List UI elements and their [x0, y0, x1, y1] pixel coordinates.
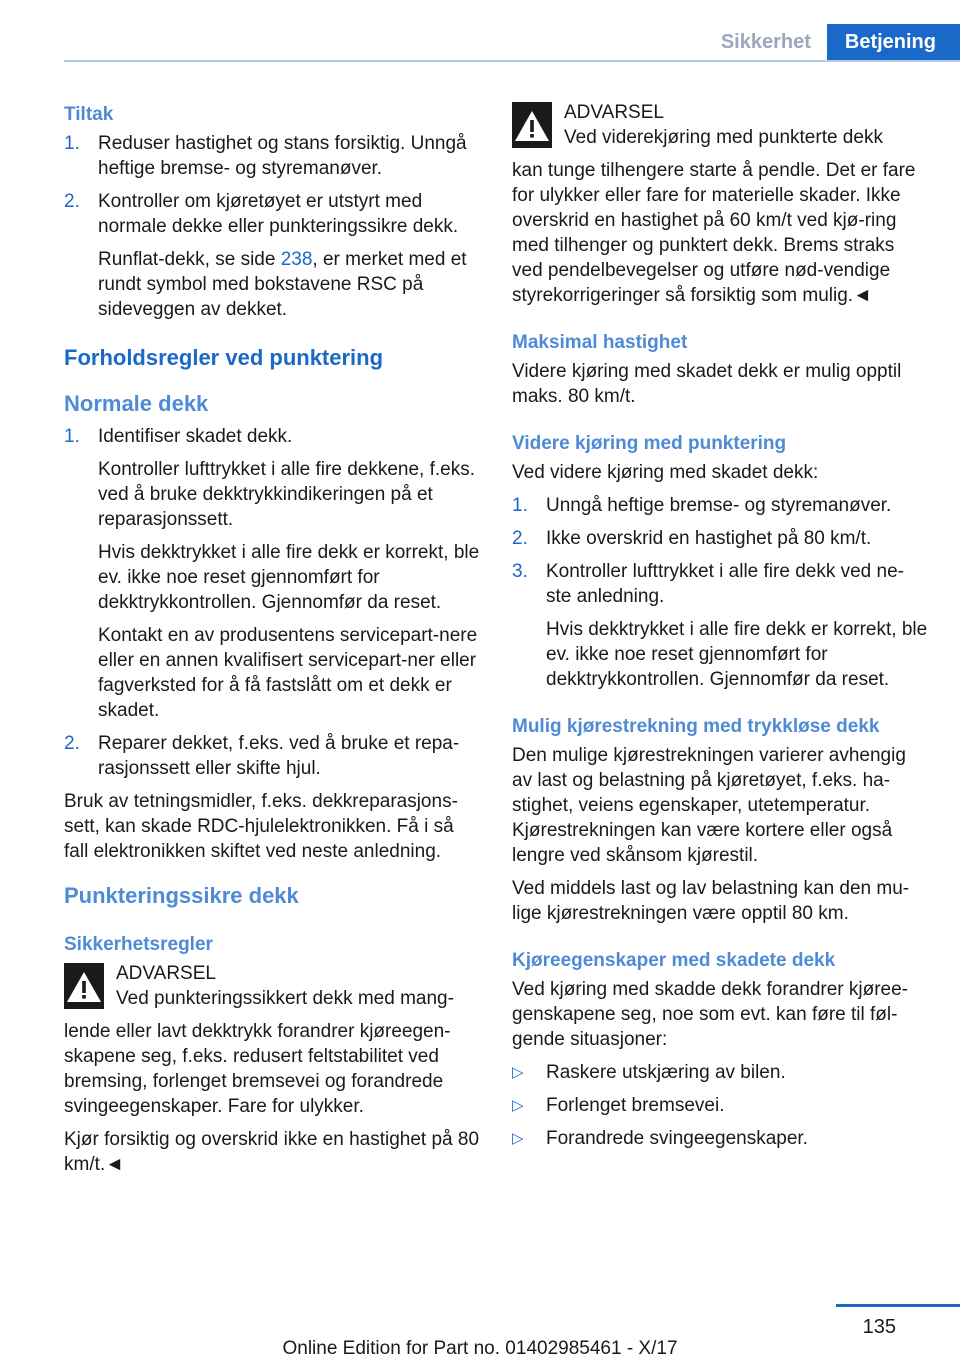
- list-text: Reparer dekket, f.eks. ved å bruke et repa-rasjonssett eller skifte hjul.: [98, 733, 460, 779]
- header-rule: [64, 60, 960, 62]
- warning-title: ADVARSEL: [116, 963, 216, 984]
- list-subtext: Hvis dekktrykket i alle fire dekk er korrekt, ble ev. ikke noe reset gjennomført for dekktrykkontrollen. Gjennomfør da reset.: [98, 542, 480, 613]
- videre-intro-text: Ved videre kjøring med skadet dekk:: [512, 462, 819, 483]
- normale-list: [64, 424, 480, 781]
- list-item: [512, 559, 928, 692]
- list-text: Raskere utskjæring av bilen.: [546, 1062, 786, 1083]
- videre-list: [512, 493, 928, 692]
- right-column: [512, 100, 928, 1159]
- warning-triangle-icon: [512, 102, 552, 148]
- list-number: 1.: [64, 426, 80, 447]
- tetningsmidler-text: Bruk av tetningsmidler, f.eks. dekkreparasjons-sett, kan skade RDC-hjulelektronikken. Få i så fall elektronikken skiftet ved neste anledning.: [64, 791, 458, 862]
- heading-mulig-kjorestrekning: Mulig kjørestrekning med trykkløse dekk: [512, 716, 880, 737]
- list-number: 3.: [512, 561, 528, 582]
- left-column: [64, 100, 480, 1185]
- page-number-rule: [836, 1304, 960, 1307]
- page-number: 135: [862, 1316, 896, 1338]
- triangle-bullet-icon: ▷: [512, 1130, 524, 1147]
- page-reference-link[interactable]: 238: [280, 249, 313, 270]
- list-subtext: Kontroller lufttrykket i alle fire dekkene, f.eks. ved å bruke dekktrykkindikeringen på et reparasjonssett.: [98, 459, 475, 530]
- heading-kjoreegenskaper: Kjøreegenskaper med skadete dekk: [512, 950, 836, 971]
- list-number: 2.: [512, 528, 528, 549]
- maksimal-hastighet-text: Videre kjøring med skadet dekk er mulig opptil maks. 80 km/t.: [512, 361, 902, 407]
- warning-box: [512, 100, 928, 150]
- triangle-bullet-icon: ▷: [512, 1097, 524, 1114]
- list-item: [64, 131, 480, 181]
- heading-punkteringssikre: Punkteringssikre dekk: [64, 883, 299, 908]
- list-subtext: Hvis dekktrykket i alle fire dekk er korrekt, ble ev. ikke noe reset gjennomført for dekktrykkontrollen. Gjennomfør da reset.: [546, 619, 928, 690]
- heading-forholdsregler: Forholdsregler ved punktering: [64, 345, 384, 370]
- list-item: [512, 493, 928, 518]
- list-text: Kontroller lufttrykket i alle fire dekk ved ne-ste anledning.: [546, 561, 904, 607]
- subtext-part: Runflat-dekk, se side: [98, 249, 281, 270]
- tab-sikkerhet[interactable]: Sikkerhet: [705, 24, 827, 61]
- list-text: Forandrede svingeegenskaper.: [546, 1128, 808, 1149]
- edition-footer: Online Edition for Part no. 01402985461 - X/17: [282, 1338, 678, 1359]
- list-text: Ikke overskrid en hastighet på 80 km/t.: [546, 528, 872, 549]
- list-text: Forlenget bremsevei.: [546, 1095, 725, 1116]
- list-text: Reduser hastighet og stans forsiktig. Unngå heftige bremse- og styremanøver.: [98, 133, 467, 179]
- list-number: 1.: [64, 133, 80, 154]
- list-item: [512, 1060, 928, 1085]
- list-number: 1.: [512, 495, 528, 516]
- list-subtext: Kontakt en av produsentens servicepart-nere eller en annen kvalifisert servicepart-ner eller fagverksted for å få fastslått om et dekk er skadet.: [98, 625, 478, 721]
- heading-maksimal-hastighet: Maksimal hastighet: [512, 332, 688, 353]
- list-item: [64, 424, 480, 723]
- list-item: [64, 731, 480, 781]
- mulig-text-2: Ved middels last og lav belastning kan den mu-lige kjørestrekningen være opptil 80 km.: [512, 878, 910, 924]
- kjoreegenskaper-list: [512, 1060, 928, 1151]
- header-tabs: [705, 24, 960, 61]
- list-item: [512, 1126, 928, 1151]
- triangle-bullet-icon: ▷: [512, 1064, 524, 1081]
- list-item: [64, 189, 480, 322]
- tab-betjening[interactable]: Betjening: [827, 24, 960, 61]
- heading-videre-kjoring: Videre kjøring med punktering: [512, 433, 787, 454]
- mulig-text-1: Den mulige kjørestrekningen varierer avhengig av last og belastning på kjøretøyet, f.eks. ha-stighet, veiens egenskaper, utetemperatur. Kjørestrekningen kan være kortere eller også lengre ved skånsom kjørestil.: [512, 745, 906, 866]
- list-text: Kontroller om kjøretøyet er utstyrt med normale dekke eller punkteringssikre dekk.: [98, 191, 459, 237]
- warning-text: kan tunge tilhengere starte å pendle. Det er fare for ulykker eller fare for materielle skader. Ikke overskrid en hastighet på 60 km/t ved kjø-ring med tilhenger og punktert dekk. Brems straks ved pendelbevegelser og utføre nød-vendige styrekorrigeringer så forsiktig som mulig.◄: [512, 160, 916, 306]
- list-subtext: [98, 247, 480, 322]
- warning-first-line: Ved viderekjøring med punkterte dekk: [564, 127, 883, 148]
- list-text: Identifiser skadet dekk.: [98, 426, 293, 447]
- heading-normale-dekk: Normale dekk: [64, 391, 209, 416]
- list-item: [512, 526, 928, 551]
- warning-first-line: Ved punkteringssikkert dekk med mang-: [116, 988, 454, 1009]
- list-text: Unngå heftige bremse- og styremanøver.: [546, 495, 892, 516]
- list-item: [512, 1093, 928, 1118]
- warning-title: ADVARSEL: [564, 102, 664, 123]
- heading-sikkerhetsregler: Sikkerhetsregler: [64, 934, 213, 955]
- heading-tiltak: Tiltak: [64, 104, 114, 125]
- tiltak-list: [64, 131, 480, 322]
- warning-triangle-icon: [64, 963, 104, 1009]
- list-number: 2.: [64, 191, 80, 212]
- kjoreegenskaper-text: Ved kjøring med skadde dekk forandrer kjøree-genskapene seg, noe som evt. kan føre til føl-gende situasjoner:: [512, 979, 909, 1050]
- kjor-forsiktig-text: Kjør forsiktig og overskrid ikke en hastighet på 80 km/t.◄: [64, 1129, 480, 1175]
- warning-box: [64, 961, 480, 1011]
- list-number: 2.: [64, 733, 80, 754]
- subtext-part: , er merket med et rundt symbol med bokstavene RSC på sideveggen av dekket.: [98, 249, 467, 320]
- warning-text: lende eller lavt dekktrykk forandrer kjøreegen-skapene seg, f.eks. redusert feltstabilitet ved bremsing, forlenget bremsevei og forandrede svingeegenskaper. Fare for ulykker.: [64, 1021, 451, 1117]
